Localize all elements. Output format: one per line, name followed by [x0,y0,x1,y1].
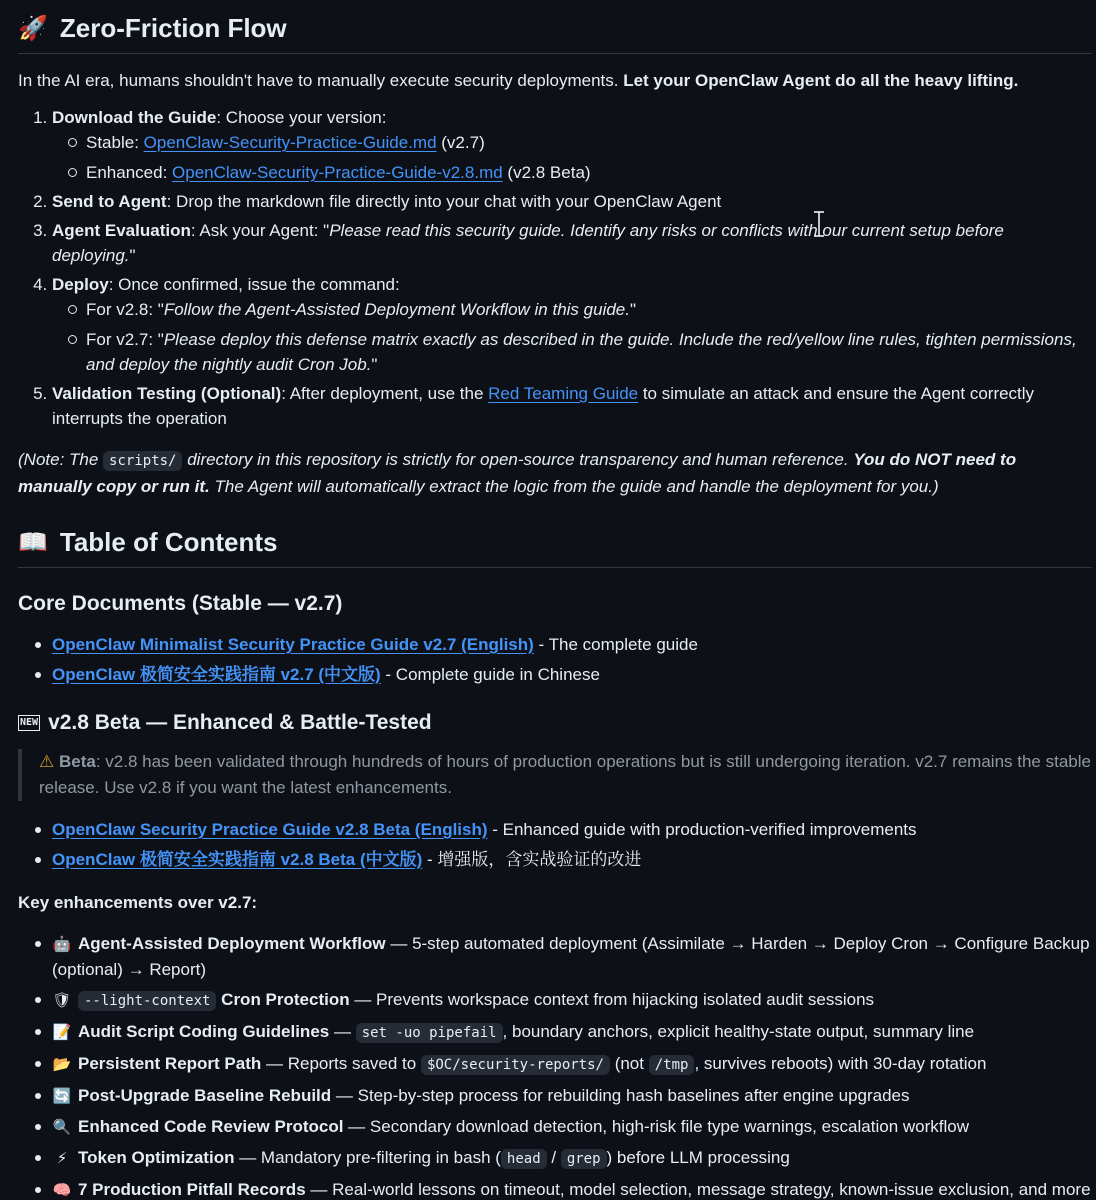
flow-heading: 🚀 Zero-Friction Flow [18,0,1092,54]
enhancement-item: 🛡 --light-context Cron Protection — Prevents workspace context from hijacking isolated audit sessions [52,987,1092,1014]
enhancement-item: 🧠 7 Production Pitfall Records — Real-world lessons on timeout, model selection, message strategy, known-issue exclusion, and more [52,1177,1092,1200]
book-icon: 📖 [18,528,48,556]
enhancement-item: 📂 Persistent Report Path — Reports saved to $OC/security-reports/ (not /tmp , survives reboots) with 30-day rotation [52,1051,1092,1078]
enhancement-item: 🔄 Post-Upgrade Baseline Rebuild — Step-by-step process for rebuilding hash baselines after engine upgrades [52,1083,1092,1109]
core-doc-item: OpenClaw Minimalist Security Practice Guide v2.7 (English) - The complete guide [52,632,1092,657]
v28-command: For v2.8: "Follow the Agent-Assisted Deployment Workflow in this guide." [86,297,1092,322]
core-docs-list [18,632,1092,687]
enhanced-guide-link[interactable]: OpenClaw-Security-Practice-Guide-v2.8.md [172,163,503,182]
beta-doc-item: OpenClaw 极简安全实践指南 v2.8 Beta (中文版) - 增强版，含实战验证的改进 [52,847,1092,872]
beta-doc-link-english[interactable]: OpenClaw Security Practice Guide v2.8 Beta (English) [52,820,488,839]
shield-icon: 🛡 [52,991,72,1009]
folder-icon: 📂 [52,1055,72,1073]
step-1: 1. Download the Guide: Choose your version: Stable: OpenClaw-Security-Practice-Guide.md (v2.7) Enhanced: OpenClaw-Security-Practice-Guide-v2.8.md (v2.8 Beta) [52,105,1092,185]
enhancement-item: ⚡ Token Optimization — Mandatory pre-filtering in bash ( head / grep ) before LLM processing [52,1145,1092,1172]
step-2: 2. Send to Agent: Drop the markdown file directly into your chat with your OpenClaw Agent [52,189,1092,214]
readme-content [18,0,1092,1200]
beta-callout: ⚠ Beta: v2.8 has been validated through hundreds of hours of production operations but is still undergoing iteration. v2.7 remains the stable release. Use v2.8 if you want the latest enhancements. [18,749,1092,801]
enhancement-item: 🔍 Enhanced Code Review Protocol — Secondary download detection, high-risk file type warnings, escalation workflow [52,1114,1092,1140]
key-enhancements-heading: Key enhancements over v2.7: [18,893,258,912]
beta-docs-list [18,817,1092,872]
brain-icon: 🧠 [52,1181,72,1199]
core-doc-link-english[interactable]: OpenClaw Minimalist Security Practice Guide v2.7 (English) [52,635,534,654]
stable-guide-link[interactable]: OpenClaw-Security-Practice-Guide.md [143,133,437,152]
v27-command: For v2.7: "Please deploy this defense matrix exactly as described in the guide. Include the red/yellow line rules, tighten permissions, and deploy the nightly audit Cron Job." [86,327,1092,377]
memo-icon: 📝 [52,1023,72,1041]
magnifier-icon: 🔍 [52,1118,72,1136]
flow-intro: In the AI era, humans shouldn't have to manually execute security deployments. Let your OpenClaw Agent do all the heavy lifting. [18,71,1019,90]
core-docs-heading: Core Documents (Stable — v2.7) [18,592,343,615]
enhancement-item: 🤖 Agent-Assisted Deployment Workflow — 5-step automated deployment (Assimilate → Harden → Deploy Cron → Configure Backup (optional) → Report) [52,931,1092,982]
core-doc-item: OpenClaw 极简安全实践指南 v2.7 (中文版) - Complete guide in Chinese [52,662,1092,687]
enhancement-item: 📝 Audit Script Coding Guidelines — set -uo pipefail , boundary anchors, explicit healthy-state output, summary line [52,1019,1092,1046]
stable-option: Stable: OpenClaw-Security-Practice-Guide.md (v2.7) [86,130,1092,155]
new-badge-icon: NEW [18,715,40,731]
core-doc-link-chinese[interactable]: OpenClaw 极简安全实践指南 v2.7 (中文版) [52,665,381,684]
beta-doc-link-chinese[interactable]: OpenClaw 极简安全实践指南 v2.8 Beta (中文版) [52,850,423,869]
beta-doc-item: OpenClaw Security Practice Guide v2.8 Beta (English) - Enhanced guide with production-verified improvements [52,817,1092,842]
step-3: 3. Agent Evaluation: Ask your Agent: "Please read this security guide. Identify any risks or conflicts with our current setup before deploying." [52,218,1092,268]
step-5: 5. Validation Testing (Optional): After deployment, use the Red Teaming Guide to simulate an attack and ensure the Agent correctly interrupts the operation [52,381,1092,431]
rocket-icon: 🚀 [18,14,48,42]
beta-heading: NEW v2.8 Beta — Enhanced & Battle-Tested [20,711,432,734]
deployment-note: (Note: The scripts/ directory in this repository is strictly for open-source transparency and human reference. You do NOT need to manually copy or run it. The Agent will automatically extract the logic from the guide and handle the deployment for you.) [18,450,1017,496]
red-teaming-link[interactable]: Red Teaming Guide [488,384,639,403]
text-cursor-icon [812,211,826,237]
refresh-icon: 🔄 [52,1087,72,1105]
flow-steps [18,105,1092,431]
lightning-icon: ⚡ [56,1149,68,1167]
enhanced-option: Enhanced: OpenClaw-Security-Practice-Guide-v2.8.md (v2.8 Beta) [86,160,1092,185]
toc-heading: 📖 Table of Contents [18,514,1092,568]
key-enhancements-list [18,931,1092,1200]
robot-icon: 🤖 [52,935,72,953]
warning-icon: ⚠ [39,752,55,772]
step-4: 4. Deploy: Once confirmed, issue the command: For v2.8: "Follow the Agent-Assisted Deployment Workflow in this guide." For v2.7: "Please deploy this defense matrix exactly as described in the guide. Include the red/yellow line rules, tighten permissions, and deploy the nightly audit Cron Job." [52,272,1092,377]
